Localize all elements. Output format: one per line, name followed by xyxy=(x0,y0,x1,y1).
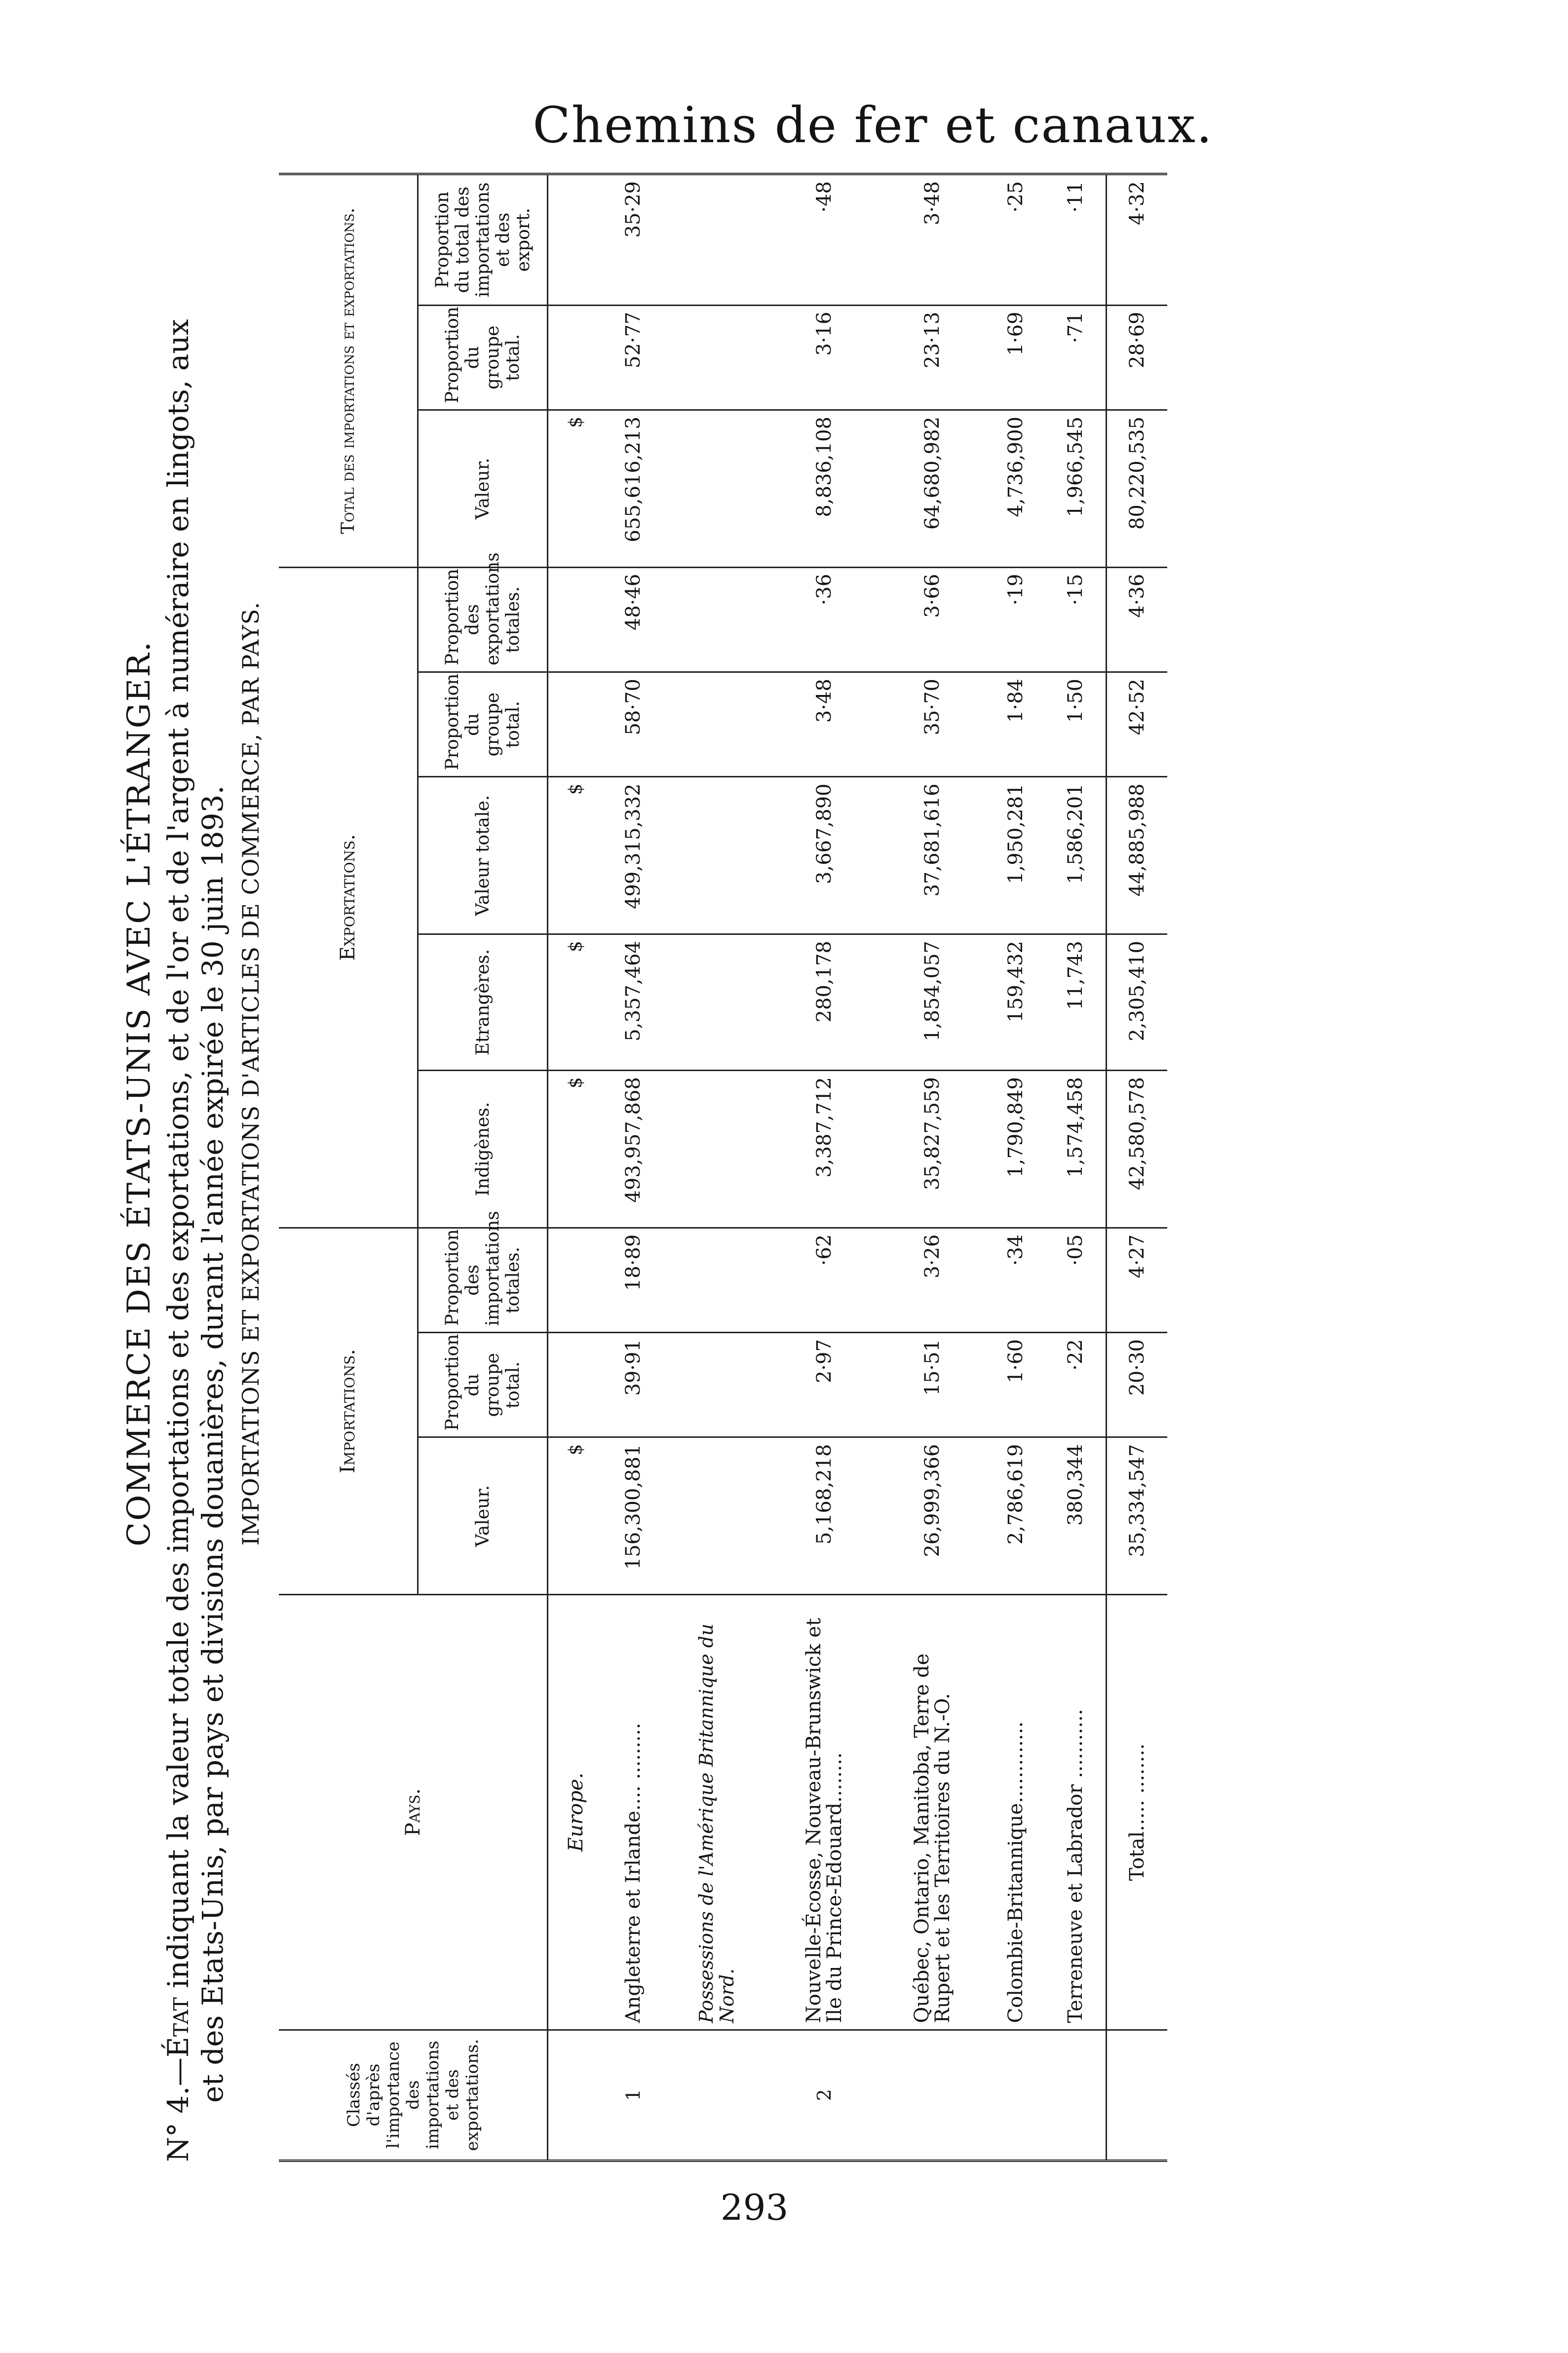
exp-etrangeres: 159,432 xyxy=(986,934,1045,1070)
tot-prop-groupe: 1·69 xyxy=(986,305,1045,410)
table-row xyxy=(986,174,1045,2161)
tot-prop-total: ·25 xyxy=(986,174,1045,306)
header-tot-prop-groupe: Proportion du groupe total. xyxy=(418,305,548,410)
exp-valeur-totale: 3,667,890 xyxy=(770,777,879,934)
header-tot-valeur: Valeur. xyxy=(418,410,548,568)
table-subtitle: IMPORTATIONS ET EXPORTATIONS D'ARTICLES DE COMMERCE, PAR PAYS. xyxy=(237,601,264,1546)
tot-prop-groupe: 3·16 xyxy=(770,305,879,410)
header-total: Total des importations et exportations. xyxy=(279,174,418,568)
tot-valeur: 80,220,535 xyxy=(1106,410,1167,568)
exp-indigenes: 1,790,849 xyxy=(986,1071,1045,1228)
total-label: Total..... ........ xyxy=(1106,1595,1167,2030)
exp-valeur-totale: 37,681,616 xyxy=(879,777,987,934)
exp-prop-groupe: 42·52 xyxy=(1106,672,1167,777)
imp-valeur: 380,344 xyxy=(1045,1437,1107,1595)
exp-etrangeres: 5,357,464 xyxy=(604,934,663,1070)
tot-prop-total: 3·48 xyxy=(879,174,987,306)
table-title: COMMERCE DES ÉTATS-UNIS AVEC L'ÉTRANGER. xyxy=(121,640,157,1546)
currency-symbol: $ xyxy=(548,934,604,1070)
header-exp-prop-totales: Proportion des exportations totales. xyxy=(418,567,548,672)
tot-valeur: 1,966,545 xyxy=(1045,410,1107,568)
heading-line-1 xyxy=(163,173,193,2162)
exp-prop-totales: ·36 xyxy=(770,567,879,672)
header-imp-valeur: Valeur. xyxy=(418,1437,548,1595)
statistics-table xyxy=(279,173,1167,2162)
exp-prop-groupe: 35·70 xyxy=(879,672,987,777)
rank: 1 xyxy=(604,2030,663,2160)
header-imp-prop-groupe: Proportion du groupe total. xyxy=(418,1333,548,1437)
rank: 2 xyxy=(770,2030,879,2160)
header-exp-etrangeres: Etrangères. xyxy=(418,934,548,1070)
tot-valeur: 64,680,982 xyxy=(879,410,987,568)
tot-prop-total: ·48 xyxy=(770,174,879,306)
exp-indigenes: 35,827,559 xyxy=(879,1071,987,1228)
exp-indigenes: 3,387,712 xyxy=(770,1071,879,1228)
heading-prefix: N° 4.— xyxy=(161,2057,195,2162)
page-number: 293 xyxy=(720,2187,789,2228)
exp-indigenes: 493,957,868 xyxy=(604,1071,663,1228)
header-exp-prop-groupe: Proportion du groupe total. xyxy=(418,672,548,777)
header-exp-valeur-totale: Valeur totale. xyxy=(418,777,548,934)
header-exp-indigenes: Indigènes. xyxy=(418,1071,548,1228)
exp-etrangeres: 1,854,057 xyxy=(879,934,987,1070)
exp-prop-groupe: 1·50 xyxy=(1045,672,1107,777)
tot-prop-total: ·11 xyxy=(1045,174,1107,306)
tot-valeur: 4,736,900 xyxy=(986,410,1045,568)
exp-prop-totales: ·15 xyxy=(1045,567,1107,672)
tot-prop-groupe: ·71 xyxy=(1045,305,1107,410)
rotated-table-page xyxy=(121,173,1197,2162)
currency-row xyxy=(548,174,604,2161)
header-row-1 xyxy=(279,174,418,2161)
table-row xyxy=(879,174,987,2161)
currency-symbol: $ xyxy=(548,410,604,568)
tot-prop-groupe: 28·69 xyxy=(1106,305,1167,410)
imp-valeur: 156,300,881 xyxy=(604,1437,663,1595)
currency-symbol: $ xyxy=(548,1437,604,1595)
imp-prop-totales: ·62 xyxy=(770,1228,879,1332)
tot-valeur: 8,836,108 xyxy=(770,410,879,568)
imp-prop-totales: 18·89 xyxy=(604,1228,663,1332)
imp-prop-totales: 3·26 xyxy=(879,1228,987,1332)
tot-prop-total: 35·29 xyxy=(604,174,663,306)
exp-prop-totales: 4·36 xyxy=(1106,567,1167,672)
currency-symbol: $ xyxy=(548,1071,604,1228)
country-name: Nouvelle-Écosse, Nouveau-Brunswick et Ile du Prince-Edouard........ xyxy=(770,1595,879,2030)
tot-prop-total: 4·32 xyxy=(1106,174,1167,306)
exp-valeur-totale: 499,315,332 xyxy=(604,777,663,934)
table-row xyxy=(1045,174,1107,2161)
exp-etrangeres: 2,305,410 xyxy=(1106,934,1167,1070)
imp-prop-totales: 4·27 xyxy=(1106,1228,1167,1332)
header-imp-prop-totales: Proportion des importations totales. xyxy=(418,1228,548,1332)
imp-prop-totales: ·34 xyxy=(986,1228,1045,1332)
imp-valeur: 2,786,619 xyxy=(986,1437,1045,1595)
group-row xyxy=(662,174,770,2161)
header-exportations: Exportations. xyxy=(279,567,418,1228)
exp-indigenes: 1,574,458 xyxy=(1045,1071,1107,1228)
imp-valeur: 5,168,218 xyxy=(770,1437,879,1595)
exp-prop-groupe: 1·84 xyxy=(986,672,1045,777)
imp-valeur: 26,999,366 xyxy=(879,1437,987,1595)
tot-prop-groupe: 23·13 xyxy=(879,305,987,410)
heading-smallcaps: État xyxy=(161,1997,195,2058)
exp-prop-totales: 3·66 xyxy=(879,567,987,672)
heading-line-2: et des Etats-Unis, par pays et divisions douanières, durant l'année expirée le 30 juin 1893. xyxy=(196,785,229,2103)
tot-prop-groupe: 52·77 xyxy=(604,305,663,410)
imp-prop-groupe: 20·30 xyxy=(1106,1333,1167,1437)
group-europe-label: Europe. xyxy=(548,1595,604,2030)
exp-indigenes: 42,580,578 xyxy=(1106,1071,1167,1228)
exp-prop-groupe: 58·70 xyxy=(604,672,663,777)
exp-etrangeres: 11,743 xyxy=(1045,934,1107,1070)
country-name: Colombie-Britannique............. xyxy=(986,1595,1045,2030)
total-row xyxy=(1106,174,1167,2161)
imp-prop-groupe: 39·91 xyxy=(604,1333,663,1437)
exp-prop-totales: ·19 xyxy=(986,567,1045,672)
imp-prop-groupe: 15·51 xyxy=(879,1333,987,1437)
exp-prop-groupe: 3·48 xyxy=(770,672,879,777)
exp-valeur-totale: 44,885,988 xyxy=(1106,777,1167,934)
country-name: Québec, Ontario, Manitoba, Terre de Rupert et les Territoires du N.-O. xyxy=(879,1595,987,2030)
exp-etrangeres: 280,178 xyxy=(770,934,879,1070)
imp-prop-groupe: 1·60 xyxy=(986,1333,1045,1437)
exp-valeur-totale: 1,950,281 xyxy=(986,777,1045,934)
imp-prop-groupe: 2·97 xyxy=(770,1333,879,1437)
imp-prop-groupe: ·22 xyxy=(1045,1333,1107,1437)
exp-valeur-totale: 1,586,201 xyxy=(1045,777,1107,934)
header-pays: Pays. xyxy=(279,1595,548,2030)
table-row xyxy=(604,174,663,2161)
running-head: Chemins de fer et canaux. xyxy=(533,96,1213,154)
heading-text-1: indiquant la valeur totale des importations et des exportations, et de l'or et de l'argent à numéraire en lingots, aux xyxy=(161,319,195,1998)
country-name: Angleterre et Irlande.... ......... xyxy=(604,1595,663,2030)
tot-valeur: 655,616,213 xyxy=(604,410,663,568)
group-bna-label: Possessions de l'Amérique Britannique du Nord. xyxy=(662,1595,770,2030)
exp-prop-totales: 48·46 xyxy=(604,567,663,672)
imp-valeur: 35,334,547 xyxy=(1106,1437,1167,1595)
imp-prop-totales: ·05 xyxy=(1045,1228,1107,1332)
table-row xyxy=(770,174,879,2161)
country-name: Terreneuve et Labrador ........... xyxy=(1045,1595,1107,2030)
currency-symbol: $ xyxy=(548,777,604,934)
header-importations: Importations. xyxy=(279,1228,418,1594)
header-tot-prop-total: Proportion du total des importations et des export. xyxy=(418,174,548,306)
header-classes: Classés d'après l'importance des importations et des exportations. xyxy=(279,2030,548,2160)
